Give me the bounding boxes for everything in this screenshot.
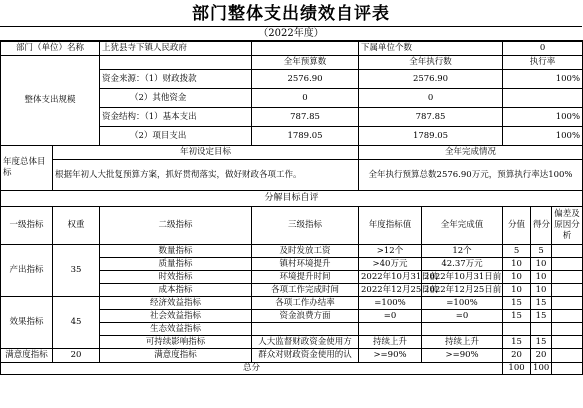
row-l2: 质量指标 (100, 258, 252, 271)
row-dev (552, 310, 583, 323)
row-dev (552, 245, 583, 258)
row-actual: =100% (422, 297, 503, 310)
col-dev: 偏差及原因分析 (552, 207, 583, 245)
group-weight: 45 (53, 297, 100, 349)
goal-set-header: 年初设定目标 (53, 146, 359, 160)
row-l3 (252, 323, 359, 336)
row-score (503, 323, 531, 336)
overall-header-row (1, 56, 583, 70)
row-score: 5 (503, 245, 531, 258)
dept-name: 上犹县寺下镇人民政府 (100, 41, 252, 56)
row-l2: 可持续影响指标 (100, 336, 252, 349)
row-l2: 满意度指标 (100, 349, 252, 363)
performance-table (0, 40, 583, 375)
overall-row-exec: 1789.05 (359, 127, 503, 146)
row-target (359, 323, 422, 336)
row-l3: 人大监督财政资金使用方 (252, 336, 359, 349)
row-l2: 社会效益指标 (100, 310, 252, 323)
overall-row-budget: 0 (252, 89, 359, 108)
col-l1: 一级指标 (1, 207, 53, 245)
row-score: 15 (503, 310, 531, 323)
row-target: 持续上升 (359, 336, 422, 349)
overall-row-label: （2）其他资金 (100, 89, 252, 108)
total-label: 总分 (1, 363, 503, 375)
goal-label: 年度总体目标 (1, 146, 53, 191)
goal-done-header: 全年完成情况 (359, 146, 583, 160)
row-score: 20 (503, 349, 531, 363)
row-l2: 成本指标 (100, 284, 252, 297)
col-l3: 三级指标 (252, 207, 359, 245)
table-row (1, 245, 583, 258)
col-weight: 权重 (53, 207, 100, 245)
group-l1: 效果指标 (1, 297, 53, 349)
report-year: （2022年度） (0, 26, 582, 42)
row-got: 10 (531, 271, 552, 284)
row-target: >40万元 (359, 258, 422, 271)
row-actual (422, 323, 503, 336)
overall-row-label: 资金结构：（1）基本支出 (100, 108, 252, 127)
row-target: 2022年10月31日前 (359, 271, 422, 284)
overall-row-budget: 787.85 (252, 108, 359, 127)
overall-col-rate: 执行率 (503, 56, 583, 70)
overall-row-exec: 0 (359, 89, 503, 108)
row-dev (552, 271, 583, 284)
total-row (1, 363, 583, 375)
row-score: 10 (503, 271, 531, 284)
row-got: 10 (531, 258, 552, 271)
row-l3: 群众对财政资金使用的认 (252, 349, 359, 363)
breakdown-section-row (1, 191, 583, 207)
row-got (531, 323, 552, 336)
breakdown-header-row (1, 207, 583, 245)
col-score: 分值 (503, 207, 531, 245)
breakdown-section-label: 分解目标自评 (1, 191, 583, 207)
overall-row-rate: 100% (503, 70, 583, 89)
group-weight: 35 (53, 245, 100, 297)
row-actual: >=90% (422, 349, 503, 363)
overall-row-exec: 2576.90 (359, 70, 503, 89)
row-target: =0 (359, 310, 422, 323)
overall-label: 整体支出规模 (1, 56, 100, 146)
row-l3: 资金浪费方面 (252, 310, 359, 323)
row-got: 15 (531, 336, 552, 349)
row-got: 15 (531, 310, 552, 323)
row-target: =100% (359, 297, 422, 310)
row-l3: 及时发放工资 (252, 245, 359, 258)
row-actual: =0 (422, 310, 503, 323)
row-target: 2022年12月25日前 (359, 284, 422, 297)
goal-done-text: 全年执行预算总数2576.90万元，预算执行率达100% (359, 160, 583, 191)
goal-text-row (1, 160, 583, 191)
goal-header-row (1, 146, 583, 160)
row-actual: 持续上升 (422, 336, 503, 349)
row-score: 10 (503, 258, 531, 271)
table-row (1, 349, 583, 363)
row-l3: 各项工作完成时间 (252, 284, 359, 297)
overall-row-budget: 1789.05 (252, 127, 359, 146)
col-actual: 全年完成值 (422, 207, 503, 245)
sub-units-label: 下属单位个数 (359, 41, 503, 56)
report-title: 部门整体支出绩效自评表 (192, 4, 390, 24)
row-l3: 镇村环境提升 (252, 258, 359, 271)
row-dev (552, 284, 583, 297)
total-score: 100 (503, 363, 531, 375)
col-got: 得分 (531, 207, 552, 245)
col-l2: 二级指标 (100, 207, 252, 245)
row-dev (552, 297, 583, 310)
row-l2: 生态效益指标 (100, 323, 252, 336)
overall-col-budget: 全年预算数 (252, 56, 359, 70)
sub-units-value: 0 (503, 41, 583, 56)
row-actual: 2022年10月31日前 (422, 271, 503, 284)
row-l2: 经济效益指标 (100, 297, 252, 310)
overall-row-budget: 2576.90 (252, 70, 359, 89)
group-l1: 产出指标 (1, 245, 53, 297)
row-l3: 各项工作办结率 (252, 297, 359, 310)
overall-row-rate: 100% (503, 108, 583, 127)
row-score: 15 (503, 336, 531, 349)
row-got: 20 (531, 349, 552, 363)
col-target: 年度指标值 (359, 207, 422, 245)
goal-set-text: 根据年初人大批复预算方案，抓好贯彻落实，做好财政各项工作。 (53, 160, 359, 191)
row-dev (552, 349, 583, 363)
row-got: 10 (531, 284, 552, 297)
row-got: 15 (531, 297, 552, 310)
row-l2: 时效指标 (100, 271, 252, 284)
row-actual: 42.37万元 (422, 258, 503, 271)
table-row (1, 297, 583, 310)
overall-row-rate (503, 89, 583, 108)
row-got: 5 (531, 245, 552, 258)
row-target: >12个 (359, 245, 422, 258)
row-l2: 数量指标 (100, 245, 252, 258)
dept-label: 部门（单位）名称 (1, 41, 100, 56)
row-actual: 2022年12月25日前 (422, 284, 503, 297)
total-got: 100 (531, 363, 552, 375)
row-score: 10 (503, 284, 531, 297)
overall-row-label: （2）项目支出 (100, 127, 252, 146)
group-weight: 20 (53, 349, 100, 363)
row-dev (552, 336, 583, 349)
row-dev (552, 323, 583, 336)
row-actual: 12个 (422, 245, 503, 258)
dept-row (1, 41, 583, 56)
row-target: >=90% (359, 349, 422, 363)
row-score: 15 (503, 297, 531, 310)
overall-row-exec: 787.85 (359, 108, 503, 127)
group-l1: 满意度指标 (1, 349, 53, 363)
row-dev (552, 258, 583, 271)
overall-col-exec: 全年执行数 (359, 56, 503, 70)
row-l3: 环境提升时间 (252, 271, 359, 284)
overall-row-label: 资金来源：（1）财政拨款 (100, 70, 252, 89)
overall-row-rate: 100% (503, 127, 583, 146)
